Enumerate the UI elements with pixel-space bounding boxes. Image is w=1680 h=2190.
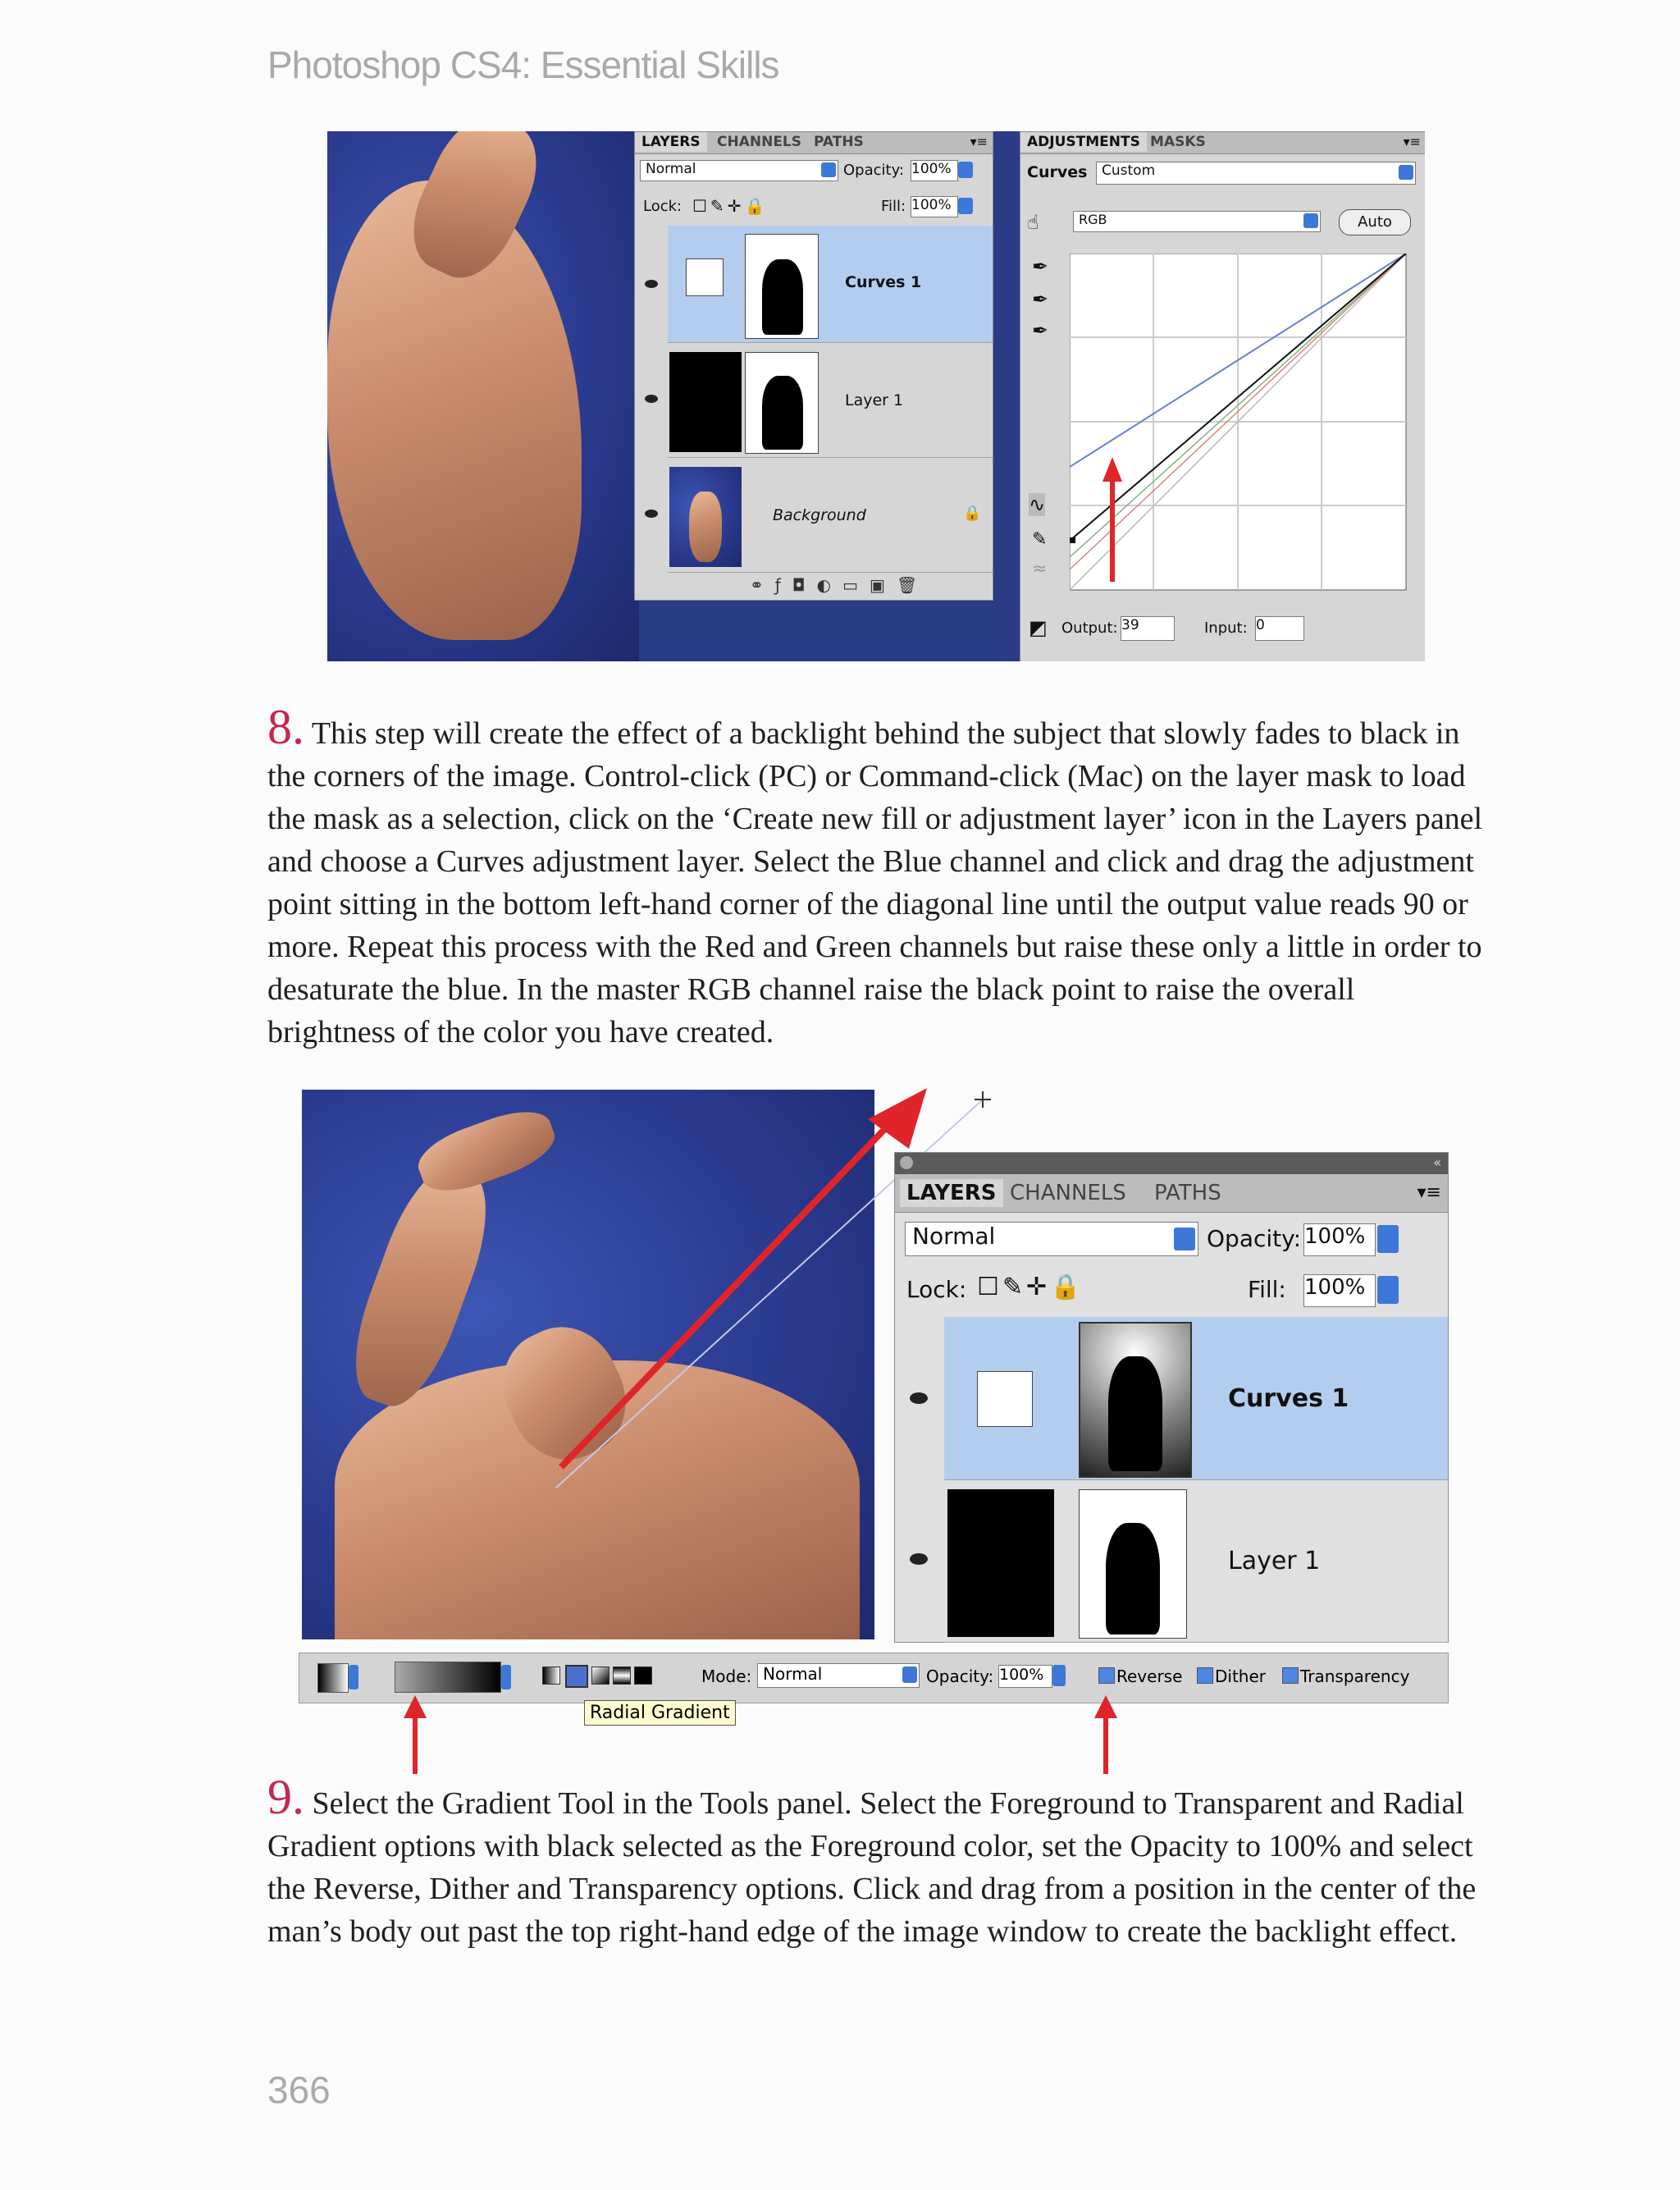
- gradient-picker-arrow-icon[interactable]: [501, 1665, 511, 1689]
- layer-thumbnail: [947, 1489, 1054, 1637]
- background-thumbnail: [669, 467, 742, 567]
- curve-point-tool-icon[interactable]: ∿: [1029, 493, 1046, 516]
- thumbnail-figure: [689, 491, 722, 562]
- input-label: Input:: [1204, 620, 1248, 637]
- lock-label: Lock:: [906, 1276, 967, 1303]
- layers-tabbar: [635, 132, 993, 154]
- blend-mode-select[interactable]: [905, 1222, 1198, 1256]
- opacity-label: Opacity:: [843, 162, 904, 179]
- layer-row-layer1[interactable]: [944, 1479, 1448, 1643]
- blend-mode-value: Normal: [912, 1223, 996, 1250]
- mask-silhouette: [762, 259, 803, 335]
- mode-label: Mode:: [701, 1667, 752, 1686]
- eye-icon[interactable]: [910, 1392, 928, 1404]
- curves-adjustment-icon: [977, 1371, 1033, 1427]
- fill-label: Fill:: [881, 198, 906, 215]
- select-arrow-icon: [1303, 213, 1318, 228]
- panel-menu-icon[interactable]: ▾≡: [970, 134, 988, 149]
- reflected-gradient-icon[interactable]: [613, 1667, 631, 1685]
- opacity-field[interactable]: [998, 1665, 1052, 1688]
- eye-icon[interactable]: [645, 510, 658, 518]
- figure-1-screenshot: [327, 131, 1425, 661]
- mode-value: Normal: [763, 1664, 823, 1684]
- callout-arrows: [302, 1689, 1450, 1779]
- lock-label: Lock:: [643, 198, 682, 215]
- reverse-checkbox[interactable]: [1098, 1667, 1115, 1684]
- layer-mask-thumbnail[interactable]: [1079, 1322, 1192, 1478]
- mask-silhouette: [1106, 1523, 1160, 1634]
- eye-icon[interactable]: [645, 395, 658, 403]
- dither-checkbox[interactable]: [1197, 1667, 1213, 1684]
- tab-paths[interactable]: PATHS: [814, 134, 864, 150]
- fill-field[interactable]: [911, 196, 958, 217]
- tab-channels[interactable]: CHANNELS: [1010, 1181, 1126, 1205]
- fill-slider-button[interactable]: [958, 198, 973, 214]
- fill-value: 100%: [911, 197, 952, 213]
- channel-select[interactable]: [1073, 211, 1321, 232]
- figure-2-screenshot: [302, 1081, 1447, 1774]
- fill-value: 100%: [1304, 1275, 1366, 1300]
- fill-label: Fill:: [1248, 1276, 1286, 1303]
- opacity-slider-button[interactable]: [958, 162, 973, 178]
- opacity-value: 100%: [911, 161, 952, 177]
- layer-row-curves[interactable]: [668, 226, 993, 343]
- layer-row-background[interactable]: [668, 457, 993, 573]
- blend-mode-select[interactable]: [640, 160, 838, 181]
- output-label: Output:: [1061, 620, 1118, 637]
- reverse-label: Reverse: [1116, 1667, 1183, 1686]
- step-text: This step will create the effect of a backlight behind the subject that slowly fades to black in the corners of the image. Control-click (PC) or Command-click (Mac) on the layer mask to load the mask as a selection, click on the ‘Create new fill or adjustment layer’ icon in the Layers panel and choose a Curves adjustment layer. Select the Blue channel and click and drag the adjustment point sitting in the bottom left-hand corner of the diagonal line until the output value reads 90 or more. Repeat this process with the Red and Green channels but raise these only a little in order to desaturate the blue. In the master RGB channel raise the black point to raise the overall brightness of the color you have created.: [267, 716, 1483, 1049]
- input-field[interactable]: [1255, 616, 1304, 641]
- select-arrow-icon: [821, 162, 836, 177]
- layer-mask-thumbnail[interactable]: [1079, 1489, 1187, 1639]
- transparency-checkbox[interactable]: [1282, 1667, 1299, 1684]
- mask-silhouette: [1108, 1356, 1162, 1471]
- lock-icons[interactable]: ☐✎✛🔒: [977, 1273, 1084, 1301]
- pencil-icon[interactable]: ✎: [1032, 529, 1048, 550]
- layers-panel: [634, 131, 993, 601]
- layer-mask-thumbnail[interactable]: [745, 352, 819, 454]
- preset-value: Custom: [1102, 162, 1156, 179]
- adjustments-panel: [1020, 131, 1425, 661]
- radial-gradient-tooltip: Radial Gradient: [584, 1700, 736, 1726]
- layers-footer-icons[interactable]: ⚭ƒ◘◐▭▣🗑: [750, 575, 929, 595]
- mask-silhouette: [762, 376, 803, 450]
- tab-paths[interactable]: PATHS: [1154, 1181, 1221, 1205]
- select-arrow-icon: [902, 1667, 917, 1683]
- layers-tabbar: [895, 1174, 1448, 1213]
- step-number: 8.: [267, 700, 304, 754]
- layer-name: Layer 1: [845, 391, 904, 409]
- opacity-field[interactable]: [1303, 1223, 1376, 1256]
- step-8-paragraph: [267, 700, 1490, 1054]
- channel-value: RGB: [1079, 212, 1107, 227]
- smooth-icon[interactable]: ≈: [1032, 559, 1048, 579]
- layer-name: Curves 1: [845, 273, 922, 291]
- opacity-label: Opacity:: [926, 1667, 994, 1686]
- layer-mask-thumbnail[interactable]: [745, 234, 819, 339]
- layer-thumbnail: [669, 352, 742, 452]
- curves-adjustment-icon: [686, 258, 724, 296]
- tab-layers[interactable]: LAYERS: [900, 1179, 1003, 1207]
- step-number: 9.: [267, 1770, 304, 1824]
- input-value: 0: [1256, 617, 1265, 633]
- page-number: 366: [267, 2069, 331, 2111]
- output-field[interactable]: [1121, 616, 1175, 641]
- eye-icon[interactable]: [910, 1553, 928, 1565]
- layers-panel-large: [894, 1152, 1449, 1643]
- tab-layers[interactable]: LAYERS: [635, 132, 707, 152]
- preset-arrow-icon[interactable]: [349, 1665, 358, 1689]
- targeted-adjustment-hand-icon[interactable]: ☝: [1027, 211, 1039, 234]
- tab-masks[interactable]: MASKS: [1150, 134, 1206, 150]
- linear-gradient-icon[interactable]: [542, 1667, 560, 1685]
- gray-eyedropper-icon[interactable]: ✒: [1032, 288, 1049, 311]
- panel-menu-icon[interactable]: ▾≡: [1417, 1182, 1441, 1203]
- opacity-value: 100%: [1304, 1224, 1366, 1249]
- step-9-paragraph: [267, 1770, 1490, 1953]
- running-header: Photoshop CS4: Essential Skills: [267, 43, 779, 86]
- fill-slider-button[interactable]: [1377, 1276, 1399, 1304]
- opacity-field[interactable]: [911, 160, 958, 181]
- tab-adjustments[interactable]: ADJUSTMENTS: [1020, 132, 1147, 152]
- collapse-icon[interactable]: «: [1433, 1154, 1441, 1170]
- blend-mode-value: Normal: [646, 161, 696, 177]
- opacity-slider-button[interactable]: [1052, 1665, 1066, 1686]
- tab-channels[interactable]: CHANNELS: [717, 134, 802, 150]
- layer-row-curves[interactable]: [944, 1317, 1448, 1480]
- output-value: 39: [1121, 617, 1139, 633]
- black-eyedropper-icon[interactable]: ✒: [1032, 255, 1049, 278]
- panel-titlebar: [895, 1153, 1448, 1174]
- mode-select[interactable]: [757, 1663, 920, 1688]
- layer-name: Layer 1: [1228, 1547, 1321, 1575]
- step-text: Select the Gradient Tool in the Tools panel. Select the Foreground to Transparent and Radial Gradient options with black selected as the Foreground color, set the Opacity to 100% and select the Reverse, Dither and Transparency options. Click and drag from a position in the center of the man’s body out past the top right-hand edge of the image window to create the backlight effect.: [267, 1786, 1477, 1949]
- curves-graph[interactable]: [1070, 254, 1414, 598]
- select-arrow-icon: [1174, 1228, 1195, 1250]
- fill-field[interactable]: [1303, 1274, 1376, 1307]
- lock-icons[interactable]: ☐✎✛🔒: [692, 196, 769, 216]
- curves-label: Curves: [1027, 163, 1088, 181]
- eye-icon[interactable]: [645, 280, 658, 288]
- auto-label: Auto: [1358, 213, 1392, 231]
- close-icon[interactable]: [900, 1156, 913, 1169]
- layer-name: Curves 1: [1228, 1384, 1349, 1413]
- preset-select[interactable]: [1096, 162, 1416, 185]
- layer-name: Background: [773, 506, 866, 524]
- select-arrow-icon: [1399, 165, 1413, 180]
- adjustments-tabbar: [1020, 132, 1425, 154]
- transparency-label: Transparency: [1300, 1667, 1410, 1686]
- dither-label: Dither: [1215, 1667, 1267, 1686]
- diamond-gradient-icon[interactable]: [634, 1667, 652, 1685]
- panel-menu-icon[interactable]: ▾≡: [1403, 134, 1421, 149]
- white-eyedropper-icon[interactable]: ✒: [1032, 319, 1049, 342]
- lock-icon: 🔒: [963, 505, 982, 522]
- auto-button[interactable]: [1339, 209, 1411, 235]
- opacity-label: Opacity:: [1207, 1225, 1302, 1252]
- opacity-value: 100%: [999, 1666, 1044, 1684]
- clip-icon[interactable]: ◩: [1029, 616, 1048, 639]
- angle-gradient-icon[interactable]: [591, 1667, 609, 1685]
- radial-gradient-icon[interactable]: [565, 1665, 588, 1688]
- layer-row-layer1[interactable]: [668, 342, 993, 458]
- opacity-slider-button[interactable]: [1377, 1225, 1399, 1253]
